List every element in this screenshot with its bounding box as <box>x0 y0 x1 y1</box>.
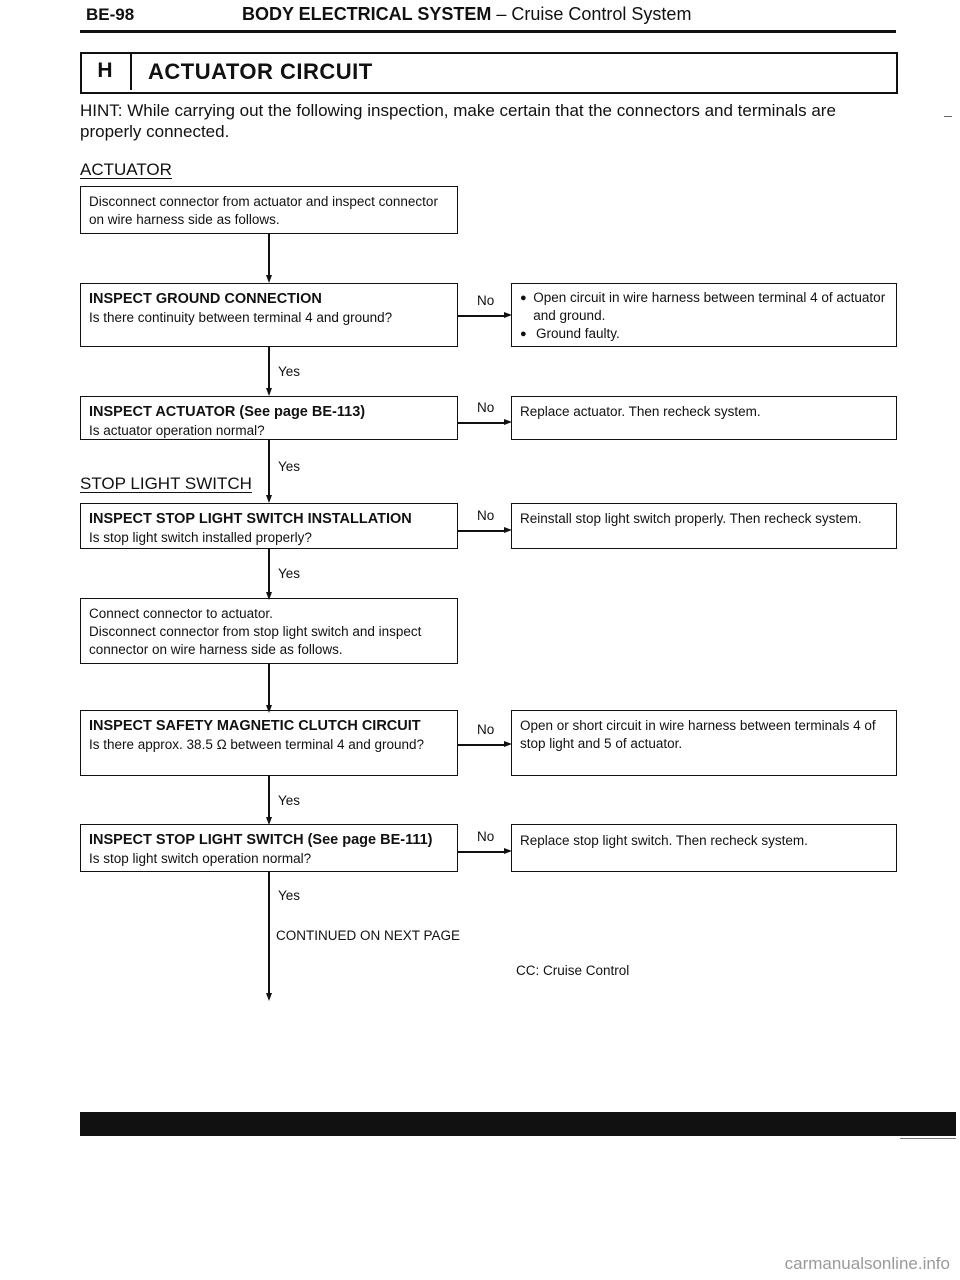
result-bullet-text: Ground faulty. <box>536 326 620 341</box>
hint-text: HINT: While carrying out the following inspection, make certain that the connectors and terminals are properly connected. <box>80 101 836 141</box>
no-branch-line <box>458 744 506 746</box>
page-title-rest: – Cruise Control System <box>491 4 692 24</box>
result-bullet: ● Open circuit in wire harness between terminal 4 of actuator and ground. <box>520 289 888 325</box>
flow-line <box>268 549 270 593</box>
yes-label: Yes <box>278 459 301 474</box>
flow-line <box>268 234 270 276</box>
step-inspect-actuator-heading: INSPECT ACTUATOR (See page BE-113) <box>89 404 366 420</box>
yes-label: Yes <box>278 793 301 808</box>
step-inspect-switch-installation <box>80 503 458 549</box>
step-connect-actuator-line1: Connect connector to actuator. <box>89 606 273 621</box>
no-label: No <box>477 508 495 523</box>
result-bullet-text: Open circuit in wire harness between terminal 4 of actuator and ground. <box>533 290 886 323</box>
result-bullet: ● Ground faulty. <box>520 326 620 341</box>
step-inspect-clutch-circuit-heading: INSPECT SAFETY MAGNETIC CLUTCH CIRCUIT <box>89 718 421 734</box>
step-inspect-actuator <box>80 396 458 440</box>
subhead-actuator: ACTUATOR <box>80 160 172 179</box>
abbreviation-note: CC: Cruise Control <box>516 963 630 978</box>
no-branch-line <box>458 315 506 317</box>
result-open-short-circuit-text: Open or short circuit in wire harness between terminals 4 of stop light and 5 of actuator. <box>520 718 876 751</box>
result-replace-actuator-text: Replace actuator. Then recheck system. <box>520 404 761 419</box>
no-branch-line <box>458 530 506 532</box>
yes-label: Yes <box>278 364 301 379</box>
footer-mark <box>900 1138 956 1139</box>
step-disconnect-actuator <box>80 186 458 234</box>
result-reinstall-switch <box>511 503 897 549</box>
result-reinstall-switch-text: Reinstall stop light switch properly. Then recheck system. <box>520 511 862 526</box>
flow-arrow <box>266 275 272 283</box>
result-replace-actuator <box>511 396 897 440</box>
flow-arrow <box>266 495 272 503</box>
yes-label: Yes <box>278 888 301 903</box>
page-title <box>242 4 691 25</box>
step-inspect-ground-heading: INSPECT GROUND CONNECTION <box>89 291 322 307</box>
step-connect-actuator-line2: Disconnect connector from stop light switch and inspect connector on wire harness side as follows. <box>89 624 422 657</box>
no-branch-line <box>458 422 506 424</box>
result-ground-faulty <box>511 283 897 347</box>
flow-arrow <box>266 388 272 396</box>
section-letter: H <box>80 52 132 90</box>
page-title-bold: BODY ELECTRICAL SYSTEM <box>242 4 492 24</box>
no-branch-line <box>458 851 506 853</box>
flow-line <box>268 776 270 818</box>
no-label: No <box>477 722 495 737</box>
margin-mark <box>944 116 952 117</box>
flow-arrow <box>266 993 272 1001</box>
step-connect-actuator <box>80 598 458 664</box>
step-inspect-switch-installation-heading: INSPECT STOP LIGHT SWITCH INSTALLATION <box>89 511 412 527</box>
watermark: carmanualsonline.info <box>784 1254 950 1273</box>
no-label: No <box>477 400 495 415</box>
header-rule <box>80 30 896 33</box>
step-inspect-ground <box>80 283 458 347</box>
step-inspect-actuator-question: Is actuator operation normal? <box>89 423 265 438</box>
no-label: No <box>477 293 495 308</box>
step-inspect-ground-question: Is there continuity between terminal 4 and ground? <box>89 310 393 325</box>
step-inspect-switch-installation-question: Is stop light switch installed properly? <box>89 530 312 545</box>
continued-note: CONTINUED ON NEXT PAGE <box>276 928 461 943</box>
footer-bar <box>80 1112 956 1136</box>
step-inspect-stop-light-switch-heading: INSPECT STOP LIGHT SWITCH (See page BE-111) <box>89 832 433 848</box>
section-title: ACTUATOR CIRCUIT <box>148 59 373 84</box>
yes-label: Yes <box>278 566 301 581</box>
step-inspect-stop-light-switch-question: Is stop light switch operation normal? <box>89 851 312 866</box>
step-inspect-clutch-circuit-question: Is there approx. 38.5 Ω between terminal 4 and ground? <box>89 737 425 752</box>
step-inspect-clutch-circuit <box>80 710 458 776</box>
flow-line <box>268 440 270 496</box>
subhead-stop-light-switch: STOP LIGHT SWITCH <box>80 474 252 493</box>
flow-line <box>268 347 270 389</box>
step-disconnect-actuator-text: Disconnect connector from actuator and inspect connector on wire harness side as follows. <box>89 194 438 227</box>
result-replace-switch <box>511 824 897 872</box>
step-inspect-stop-light-switch <box>80 824 458 872</box>
flow-line <box>268 872 270 994</box>
result-open-short-circuit <box>511 710 897 776</box>
no-label: No <box>477 829 495 844</box>
page-number: BE-98 <box>86 5 135 24</box>
result-replace-switch-text: Replace stop light switch. Then recheck system. <box>520 833 808 848</box>
flow-line <box>268 664 270 706</box>
